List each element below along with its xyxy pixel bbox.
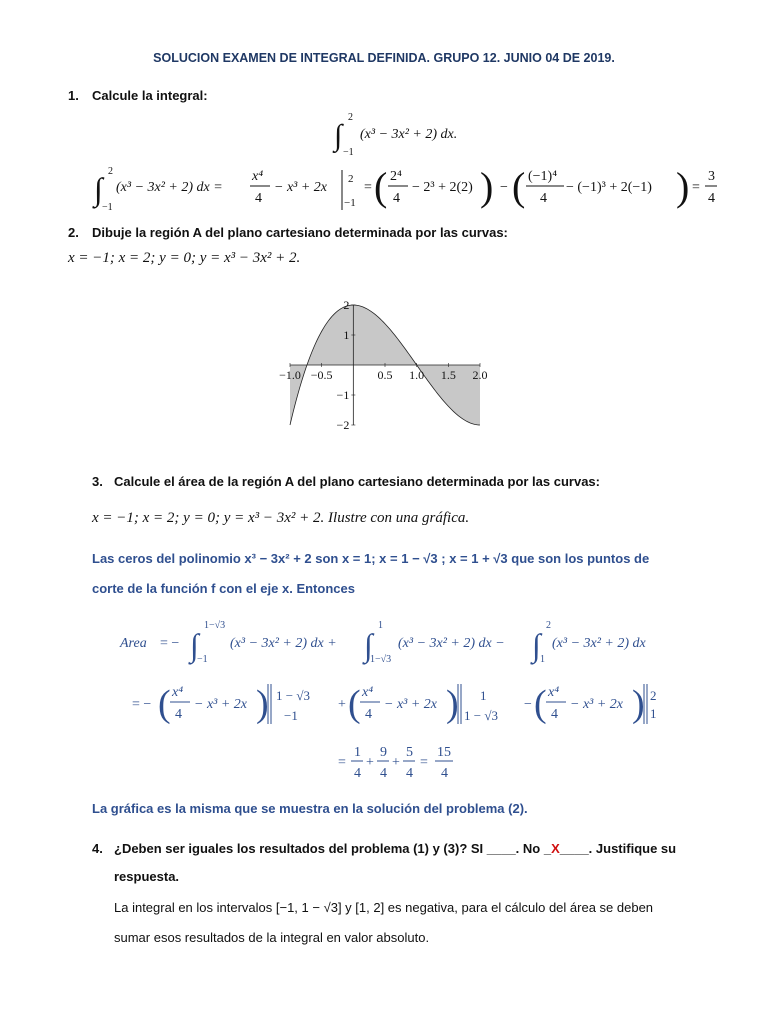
svg-text:−: − (524, 697, 532, 712)
svg-text:1: 1 (650, 706, 657, 721)
svg-text:4: 4 (354, 766, 361, 781)
svg-text:3: 3 (708, 169, 715, 184)
y-tick-label: −1 (336, 388, 350, 402)
svg-text:): ) (256, 683, 269, 725)
problem-1-math (0, 0, 768, 215)
problem-3-roots-line2: corte de la función f con el eje x. Entonces (92, 581, 355, 596)
svg-text:x⁴: x⁴ (362, 685, 374, 700)
svg-text:5: 5 (406, 745, 413, 760)
svg-text:− x³ + 2x: − x³ + 2x (274, 180, 328, 195)
svg-text:∫: ∫ (334, 119, 343, 152)
problem-4-mark: X (551, 841, 560, 856)
svg-text:∫: ∫ (190, 627, 199, 663)
svg-text:15: 15 (437, 745, 451, 760)
svg-text:∫: ∫ (532, 627, 541, 663)
svg-text:(: ( (534, 683, 547, 725)
svg-text:(: ( (348, 683, 361, 725)
svg-text:+: + (338, 697, 346, 712)
problem-1-number: 1. (68, 88, 79, 103)
svg-text:− x³ + 2x: − x³ + 2x (384, 697, 438, 712)
svg-text:=: = (364, 180, 372, 195)
svg-text:−: − (500, 180, 508, 195)
svg-text:+: + (366, 755, 374, 770)
svg-text:−1: −1 (284, 708, 298, 723)
svg-text:(x³ − 3x² + 2) dx: (x³ − 3x² + 2) dx (552, 636, 646, 651)
problem-2-text: Dibuje la región A del plano cartesiano determinada por las curvas: (92, 225, 508, 240)
svg-text:− x³ + 2x: − x³ + 2x (194, 697, 248, 712)
problem-4-question-a: ¿Deben ser iguales los resultados del problema (1) y (3)? SI ____. No _ (114, 841, 552, 856)
svg-text:1: 1 (354, 745, 361, 760)
svg-text:∫: ∫ (364, 627, 373, 663)
svg-text:): ) (480, 164, 494, 209)
y-tick-label: 1 (343, 328, 350, 342)
svg-text:4: 4 (540, 191, 547, 206)
svg-text:−1: −1 (344, 197, 356, 209)
svg-text:2: 2 (348, 173, 354, 185)
svg-text:=: = (338, 755, 346, 770)
svg-text:+: + (392, 755, 400, 770)
svg-text:1−√3: 1−√3 (204, 620, 226, 631)
x-tick-label: 0.5 (377, 368, 393, 382)
x-tick-label: 2.0 (472, 368, 488, 382)
svg-text:1: 1 (378, 620, 383, 631)
problem-3-number: 3. (92, 474, 103, 489)
svg-text:(x³ − 3x² + 2) dx.: (x³ − 3x² + 2) dx. (360, 127, 458, 142)
svg-text:(: ( (158, 683, 171, 725)
svg-text:1 − √3: 1 − √3 (464, 708, 498, 723)
svg-text:1: 1 (480, 688, 487, 703)
svg-text:): ) (676, 164, 690, 209)
svg-text:9: 9 (380, 745, 387, 760)
svg-text:4: 4 (441, 766, 448, 781)
page-title: SOLUCION EXAMEN DE INTEGRAL DEFINIDA. GRUPO 12. JUNIO 04 DE 2019. (153, 51, 615, 65)
x-tick-label: 1.0 (409, 368, 425, 382)
problem-3-curves: x = −1; x = 2; y = 0; y = x³ − 3x² + 2. Ilustre con una gráfica. (92, 510, 470, 526)
area-line-2 (132, 683, 657, 725)
svg-text:4: 4 (175, 707, 182, 722)
svg-text:4: 4 (551, 707, 558, 722)
svg-text:∫: ∫ (94, 171, 103, 207)
svg-text:x⁴: x⁴ (252, 169, 264, 184)
problem-4-question (114, 841, 676, 856)
svg-text:− x³ + 2x: − x³ + 2x (570, 697, 624, 712)
problem-2-curves: x = −1; x = 2; y = 0; y = x³ − 3x² + 2. (68, 250, 301, 266)
svg-text:Area: Area (120, 636, 147, 651)
y-tick-label: 2 (343, 298, 350, 312)
svg-text:2: 2 (546, 620, 551, 631)
svg-text:(: ( (512, 164, 526, 209)
svg-text:− 2³ + 2(2): − 2³ + 2(2) (412, 180, 473, 195)
svg-text:(−1)⁴: (−1)⁴ (528, 169, 558, 184)
svg-text:4: 4 (393, 191, 400, 206)
svg-text:= −: = − (160, 636, 180, 651)
problem-3-text: Calcule el área de la región A del plano cartesiano determinada por las curvas: (114, 474, 600, 489)
problem-3-roots-line1: Las ceros del polinomio x³ − 3x² + 2 son x = 1; x = 1 − √3 ; x = 1 + √3 que son los puntos de (92, 551, 650, 566)
problem-4-question-b: ____. Justifique su (559, 841, 677, 856)
x-tick-label: −1.0 (279, 368, 301, 382)
svg-text:− (−1)³ + 2(−1): − (−1)³ + 2(−1) (566, 180, 652, 195)
problem-4-answer-a: La integral en los intervalos [−1, 1 − √3] y [1, 2] es negativa, para el cálculo del área se deben (114, 900, 654, 915)
area-line-3 (338, 745, 453, 781)
svg-text:−1: −1 (343, 147, 354, 158)
region-graph (270, 295, 500, 435)
svg-text:= −: = − (132, 697, 152, 712)
problem-4-question-c: respuesta. (114, 869, 180, 884)
svg-text:2: 2 (650, 688, 657, 703)
problem-1-text: Calcule la integral: (92, 88, 208, 103)
svg-text:4: 4 (255, 191, 262, 206)
svg-text:1−√3: 1−√3 (370, 654, 392, 665)
problem-2-number: 2. (68, 225, 79, 240)
svg-text:(x³ − 3x² + 2) dx −: (x³ − 3x² + 2) dx − (398, 636, 505, 651)
problem-3-math (0, 600, 768, 790)
svg-text:4: 4 (406, 766, 413, 781)
area-line-1 (119, 620, 647, 665)
svg-text:=: = (420, 755, 428, 770)
svg-text:4: 4 (365, 707, 372, 722)
svg-text:(: ( (374, 164, 388, 209)
svg-text:4: 4 (380, 766, 387, 781)
problem-4-answer-b: sumar esos resultados de la integral en valor absoluto. (114, 930, 430, 945)
svg-text:1: 1 (540, 654, 545, 665)
graph-note: La gráfica es la misma que se muestra en la solución del problema (2). (92, 801, 528, 816)
svg-text:1 − √3: 1 − √3 (276, 688, 310, 703)
svg-text:x⁴: x⁴ (172, 685, 184, 700)
problem-4-number: 4. (92, 841, 103, 856)
svg-text:): ) (446, 683, 459, 725)
svg-text:2: 2 (108, 166, 113, 177)
svg-text:): ) (632, 683, 645, 725)
problem-1-integral (332, 112, 457, 158)
svg-text:4: 4 (708, 191, 715, 206)
svg-text:−1: −1 (102, 202, 113, 213)
problem-1-solution (92, 164, 717, 213)
svg-text:x⁴: x⁴ (548, 685, 560, 700)
svg-text:−1: −1 (197, 654, 208, 665)
svg-text:(x³ − 3x² + 2) dx +: (x³ − 3x² + 2) dx + (230, 636, 337, 651)
x-tick-label: 1.5 (440, 368, 456, 382)
svg-text:(x³ − 3x² + 2) dx =: (x³ − 3x² + 2) dx = (116, 180, 223, 195)
y-tick-label: −2 (336, 418, 350, 432)
x-tick-label: −0.5 (310, 368, 333, 382)
svg-text:2: 2 (348, 112, 353, 123)
svg-text:2⁴: 2⁴ (390, 169, 402, 184)
svg-text:=: = (692, 180, 700, 195)
